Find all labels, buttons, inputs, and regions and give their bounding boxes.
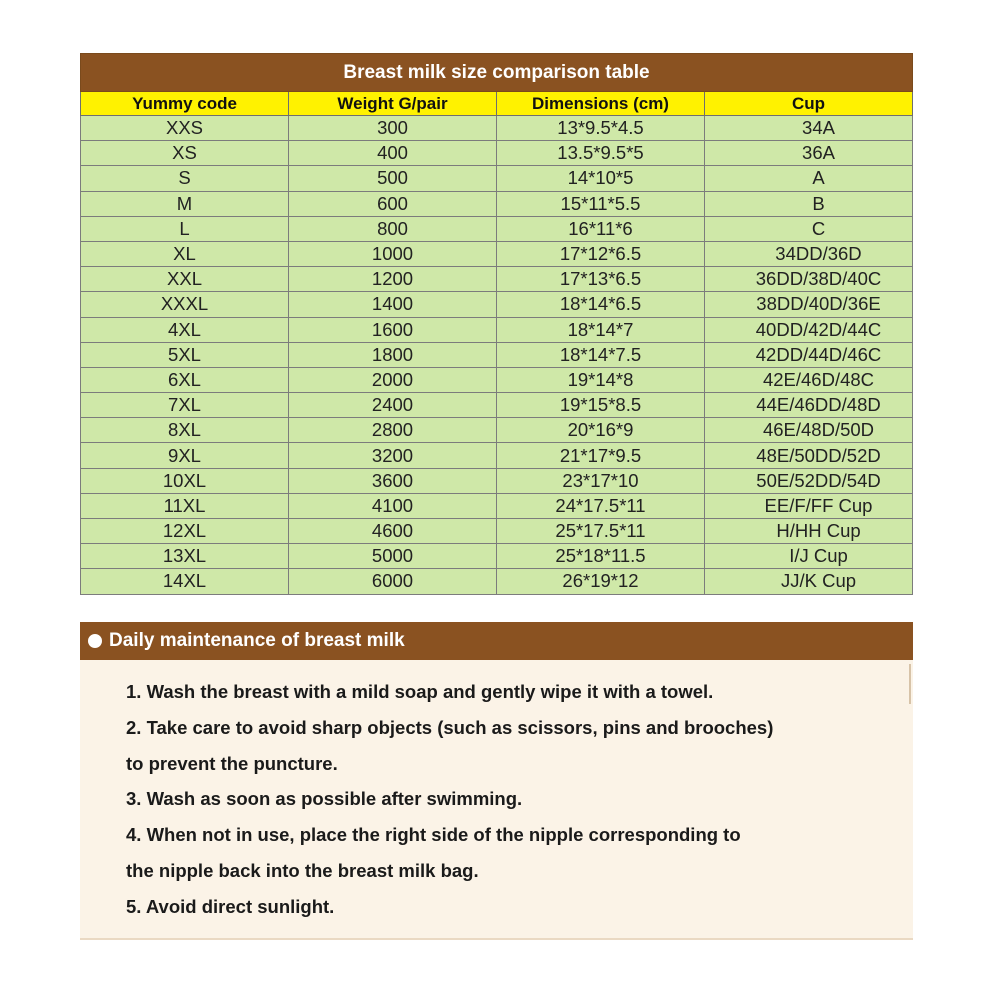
cell-code: L <box>81 216 289 241</box>
cell-code: XL <box>81 241 289 266</box>
cell-dimensions: 21*17*9.5 <box>497 443 705 468</box>
table-title-row <box>81 54 913 92</box>
cell-cup: 44E/46DD/48D <box>705 393 913 418</box>
cell-weight: 1200 <box>289 267 497 292</box>
cell-weight: 1800 <box>289 342 497 367</box>
cell-dimensions: 25*17.5*11 <box>497 519 705 544</box>
table-row <box>81 569 913 594</box>
table-row <box>81 418 913 443</box>
size-comparison-table <box>80 53 913 595</box>
cell-cup: B <box>705 191 913 216</box>
cell-code: 13XL <box>81 544 289 569</box>
cell-code: S <box>81 166 289 191</box>
cell-dimensions: 18*14*7.5 <box>497 342 705 367</box>
cell-code: 10XL <box>81 468 289 493</box>
cell-code: 14XL <box>81 569 289 594</box>
cell-weight: 300 <box>289 116 497 141</box>
table-row <box>81 191 913 216</box>
table-row <box>81 317 913 342</box>
cell-cup: 50E/52DD/54D <box>705 468 913 493</box>
cell-weight: 1000 <box>289 241 497 266</box>
cell-code: 12XL <box>81 519 289 544</box>
maintenance-panel <box>80 660 913 940</box>
table-row <box>81 443 913 468</box>
cell-weight: 800 <box>289 216 497 241</box>
cell-dimensions: 19*15*8.5 <box>497 393 705 418</box>
cell-dimensions: 25*18*11.5 <box>497 544 705 569</box>
table-row <box>81 342 913 367</box>
cell-code: 4XL <box>81 317 289 342</box>
cell-dimensions: 16*11*6 <box>497 216 705 241</box>
table-row <box>81 544 913 569</box>
cell-dimensions: 24*17.5*11 <box>497 493 705 518</box>
cell-dimensions: 14*10*5 <box>497 166 705 191</box>
maintenance-line: 4. When not in use, place the right side of the nipple corresponding to <box>126 824 741 846</box>
table-row <box>81 241 913 266</box>
maintenance-line: the nipple back into the breast milk bag. <box>126 859 479 881</box>
cell-dimensions: 20*16*9 <box>497 418 705 443</box>
cell-weight: 4100 <box>289 493 497 518</box>
cell-cup: H/HH Cup <box>705 519 913 544</box>
cell-cup: 40DD/42D/44C <box>705 317 913 342</box>
cell-weight: 6000 <box>289 569 497 594</box>
cell-cup: 46E/48D/50D <box>705 418 913 443</box>
cell-code: XXXL <box>81 292 289 317</box>
cell-weight: 1600 <box>289 317 497 342</box>
table-row <box>81 468 913 493</box>
bullet-dot-icon <box>88 634 102 648</box>
cell-code: 7XL <box>81 393 289 418</box>
header-dimensions: Dimensions (cm) <box>497 92 705 116</box>
cell-dimensions: 23*17*10 <box>497 468 705 493</box>
cell-code: 5XL <box>81 342 289 367</box>
table-row <box>81 393 913 418</box>
cell-weight: 2800 <box>289 418 497 443</box>
cell-weight: 5000 <box>289 544 497 569</box>
cell-weight: 3200 <box>289 443 497 468</box>
panel-edge-divider <box>909 664 911 704</box>
table-row <box>81 116 913 141</box>
cell-cup: 36A <box>705 141 913 166</box>
cell-dimensions: 13*9.5*4.5 <box>497 116 705 141</box>
cell-dimensions: 26*19*12 <box>497 569 705 594</box>
cell-dimensions: 17*12*6.5 <box>497 241 705 266</box>
cell-dimensions: 18*14*7 <box>497 317 705 342</box>
cell-cup: 36DD/38D/40C <box>705 267 913 292</box>
cell-code: 8XL <box>81 418 289 443</box>
cell-dimensions: 19*14*8 <box>497 367 705 392</box>
cell-cup: C <box>705 216 913 241</box>
cell-cup: EE/F/FF Cup <box>705 493 913 518</box>
cell-code: M <box>81 191 289 216</box>
cell-cup: 42E/46D/48C <box>705 367 913 392</box>
cell-weight: 2000 <box>289 367 497 392</box>
maintenance-header <box>80 622 913 660</box>
cell-cup: JJ/K Cup <box>705 569 913 594</box>
cell-dimensions: 15*11*5.5 <box>497 191 705 216</box>
table-row <box>81 367 913 392</box>
table-row <box>81 267 913 292</box>
maintenance-line: 2. Take care to avoid sharp objects (such as scissors, pins and brooches) <box>126 716 774 738</box>
cell-weight: 4600 <box>289 519 497 544</box>
cell-cup: 34DD/36D <box>705 241 913 266</box>
cell-code: XS <box>81 141 289 166</box>
cell-weight: 400 <box>289 141 497 166</box>
header-yummy-code: Yummy code <box>81 92 289 116</box>
cell-weight: 600 <box>289 191 497 216</box>
table-row <box>81 166 913 191</box>
cell-cup: 42DD/44D/46C <box>705 342 913 367</box>
maintenance-line: 1. Wash the breast with a mild soap and gently wipe it with a towel. <box>126 681 714 702</box>
table-title: Breast milk size comparison table <box>81 54 913 92</box>
table-row <box>81 141 913 166</box>
table-row <box>81 519 913 544</box>
maintenance-title: Daily maintenance of breast milk <box>109 630 405 651</box>
cell-cup: 48E/50DD/52D <box>705 443 913 468</box>
maintenance-line: 3. Wash as soon as possible after swimming. <box>126 788 523 810</box>
cell-code: 11XL <box>81 493 289 518</box>
cell-dimensions: 18*14*6.5 <box>497 292 705 317</box>
cell-cup: A <box>705 166 913 191</box>
cell-cup: 38DD/40D/36E <box>705 292 913 317</box>
cell-weight: 1400 <box>289 292 497 317</box>
cell-cup: I/J Cup <box>705 544 913 569</box>
cell-code: XXS <box>81 116 289 141</box>
maintenance-line: 5. Avoid direct sunlight. <box>126 895 335 917</box>
cell-code: 9XL <box>81 443 289 468</box>
cell-weight: 500 <box>289 166 497 191</box>
cell-code: XXL <box>81 267 289 292</box>
maintenance-line: to prevent the puncture. <box>126 752 338 774</box>
cell-weight: 2400 <box>289 393 497 418</box>
header-weight: Weight G/pair <box>289 92 497 116</box>
table-row <box>81 292 913 317</box>
cell-dimensions: 17*13*6.5 <box>497 267 705 292</box>
table-header-row <box>81 92 913 116</box>
cell-cup: 34A <box>705 116 913 141</box>
cell-weight: 3600 <box>289 468 497 493</box>
cell-dimensions: 13.5*9.5*5 <box>497 141 705 166</box>
table-row <box>81 216 913 241</box>
header-cup: Cup <box>705 92 913 116</box>
table-row <box>81 493 913 518</box>
cell-code: 6XL <box>81 367 289 392</box>
